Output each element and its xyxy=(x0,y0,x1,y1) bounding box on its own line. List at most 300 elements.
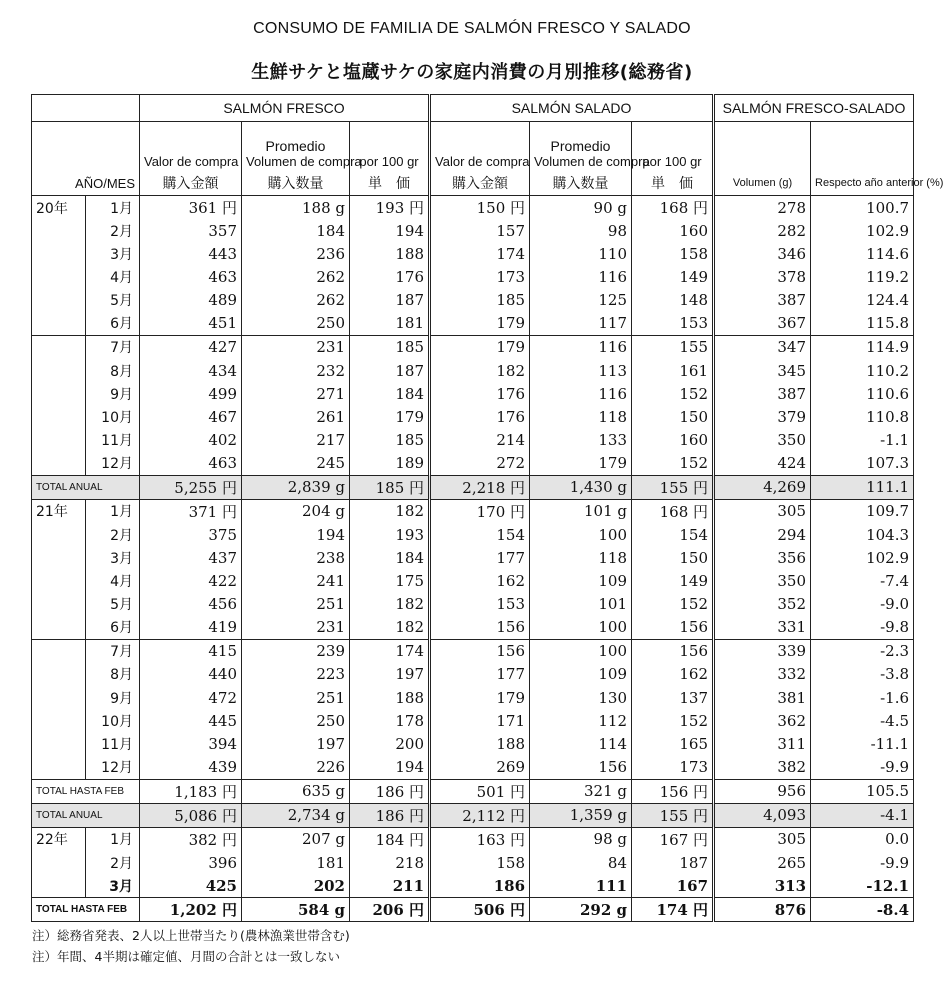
data-cell: 181 xyxy=(242,851,350,874)
table-row xyxy=(32,428,914,451)
year-cell xyxy=(32,592,86,615)
data-cell: 352 xyxy=(714,592,811,615)
month-cell: 11月 xyxy=(86,732,140,755)
data-cell: 149 xyxy=(632,265,714,288)
data-cell: 200 xyxy=(350,732,430,755)
header-jp-precio-salado: 単 価 xyxy=(632,171,714,196)
data-cell: 193 円 xyxy=(350,196,430,220)
sub-header-row xyxy=(32,122,914,172)
data-cell: 114.9 xyxy=(811,335,914,359)
year-cell xyxy=(32,289,86,312)
page-subtitle: 生鮮サケと塩蔵サケの家庭内消費の月別推移(総務省) xyxy=(251,62,693,83)
year-cell xyxy=(32,569,86,592)
data-cell: 361 円 xyxy=(140,196,242,220)
data-cell: 197 xyxy=(242,732,350,755)
data-cell: 217 xyxy=(242,428,350,451)
month-cell: 7月 xyxy=(86,335,140,359)
data-cell: 467 xyxy=(140,405,242,428)
data-cell: 167 円 xyxy=(632,827,714,851)
data-cell: 956 xyxy=(714,779,811,803)
data-cell: 116 xyxy=(530,382,632,405)
month-cell: 9月 xyxy=(86,686,140,709)
data-cell: 179 xyxy=(350,405,430,428)
data-cell: 2,734 g xyxy=(242,803,350,827)
data-cell: 437 xyxy=(140,546,242,569)
year-cell: 20年 xyxy=(32,196,86,220)
data-cell: 184 円 xyxy=(350,827,430,851)
row-label: TOTAL HASTA FEB xyxy=(32,898,140,922)
data-cell: 185 xyxy=(430,289,530,312)
month-cell: 3月 xyxy=(86,874,140,898)
data-cell: 109 xyxy=(530,663,632,686)
data-cell: 189 xyxy=(350,452,430,476)
data-cell: 434 xyxy=(140,359,242,382)
data-cell: 396 xyxy=(140,851,242,874)
table-row xyxy=(32,732,914,755)
table-row xyxy=(32,196,914,220)
data-cell: 5,086 円 xyxy=(140,803,242,827)
table-row xyxy=(32,523,914,546)
data-cell: 162 xyxy=(632,663,714,686)
salmon-consumption-table xyxy=(31,94,944,922)
data-cell: 182 xyxy=(430,359,530,382)
data-cell: 346 xyxy=(714,242,811,265)
table-row xyxy=(32,359,914,382)
table-row xyxy=(32,616,914,640)
data-cell: 185 xyxy=(350,428,430,451)
header-blank xyxy=(32,95,140,122)
data-cell: 188 xyxy=(430,732,530,755)
data-cell: 154 xyxy=(632,523,714,546)
data-cell: 181 xyxy=(350,312,430,336)
data-cell: 362 xyxy=(714,709,811,732)
table-row xyxy=(32,265,914,288)
month-cell: 2月 xyxy=(86,851,140,874)
data-cell: 1,183 円 xyxy=(140,779,242,803)
data-cell: 162 xyxy=(430,569,530,592)
data-cell: 367 xyxy=(714,312,811,336)
data-cell: -9.8 xyxy=(811,616,914,640)
data-cell: 311 xyxy=(714,732,811,755)
row-label: TOTAL ANUAL xyxy=(32,475,140,499)
data-cell: 100 xyxy=(530,523,632,546)
data-cell: 110.6 xyxy=(811,382,914,405)
data-cell: 439 xyxy=(140,755,242,779)
data-cell: 218 xyxy=(350,851,430,874)
header-promedio-fresco: Promedio xyxy=(265,138,326,154)
year-cell xyxy=(32,428,86,451)
month-cell: 1月 xyxy=(86,827,140,851)
data-cell: 110.8 xyxy=(811,405,914,428)
header-volumen-g: Volumen (g) xyxy=(714,171,811,196)
data-cell: 282 xyxy=(714,219,811,242)
data-cell: 101 g xyxy=(530,499,632,523)
data-cell: 186 円 xyxy=(350,779,430,803)
data-cell: 463 xyxy=(140,452,242,476)
data-cell: 402 xyxy=(140,428,242,451)
header-salmon-fresco: SALMÓN FRESCO xyxy=(140,95,430,122)
data-cell: 150 xyxy=(632,405,714,428)
data-cell: 381 xyxy=(714,686,811,709)
year-cell xyxy=(32,616,86,640)
year-cell xyxy=(32,639,86,663)
data-cell: 100 xyxy=(530,616,632,640)
data-cell: 214 xyxy=(430,428,530,451)
data-cell: 114 xyxy=(530,732,632,755)
data-cell: 456 xyxy=(140,592,242,615)
year-cell xyxy=(32,851,86,874)
data-cell: 185 xyxy=(350,335,430,359)
month-cell: 6月 xyxy=(86,616,140,640)
data-cell: 489 xyxy=(140,289,242,312)
year-cell xyxy=(32,732,86,755)
data-cell: 152 xyxy=(632,452,714,476)
data-cell: 204 g xyxy=(242,499,350,523)
table-body xyxy=(32,196,914,922)
sub-header-blank-2 xyxy=(714,122,811,172)
data-cell: 165 xyxy=(632,732,714,755)
data-cell: 187 xyxy=(350,289,430,312)
month-cell: 1月 xyxy=(86,499,140,523)
data-cell: 451 xyxy=(140,312,242,336)
data-cell: 173 xyxy=(430,265,530,288)
data-cell: -9.9 xyxy=(811,755,914,779)
month-cell: 6月 xyxy=(86,312,140,336)
data-cell: 161 xyxy=(632,359,714,382)
table-row xyxy=(32,851,914,874)
data-cell: 305 xyxy=(714,827,811,851)
data-cell: 179 xyxy=(430,312,530,336)
header-jp-volumen-salado: 購入数量 xyxy=(530,171,632,196)
header-valor-fresco: Valor de compra xyxy=(140,122,242,172)
data-cell: 153 xyxy=(430,592,530,615)
data-cell: 119.2 xyxy=(811,265,914,288)
data-cell: 269 xyxy=(430,755,530,779)
data-cell: -11.1 xyxy=(811,732,914,755)
data-cell: 5,255 円 xyxy=(140,475,242,499)
data-cell: -2.3 xyxy=(811,639,914,663)
data-cell: -8.4 xyxy=(811,898,914,922)
data-cell: 236 xyxy=(242,242,350,265)
data-cell: 356 xyxy=(714,546,811,569)
data-cell: 345 xyxy=(714,359,811,382)
data-cell: -1.6 xyxy=(811,686,914,709)
table-row xyxy=(32,219,914,242)
data-cell: 156 xyxy=(632,616,714,640)
data-cell: 250 xyxy=(242,312,350,336)
data-cell: 876 xyxy=(714,898,811,922)
month-cell: 7月 xyxy=(86,639,140,663)
data-cell: 130 xyxy=(530,686,632,709)
data-cell: 156 xyxy=(632,639,714,663)
data-cell: 445 xyxy=(140,709,242,732)
data-cell: 347 xyxy=(714,335,811,359)
year-cell xyxy=(32,312,86,336)
data-cell: 187 xyxy=(632,851,714,874)
data-cell: 226 xyxy=(242,755,350,779)
row-label: TOTAL HASTA FEB xyxy=(32,779,140,803)
data-cell: 171 xyxy=(430,709,530,732)
data-cell: 211 xyxy=(350,874,430,898)
month-cell: 8月 xyxy=(86,359,140,382)
data-cell: 4,093 xyxy=(714,803,811,827)
year-cell xyxy=(32,335,86,359)
data-cell: 115.8 xyxy=(811,312,914,336)
data-cell: 160 xyxy=(632,428,714,451)
month-cell: 9月 xyxy=(86,382,140,405)
data-cell: 425 xyxy=(140,874,242,898)
month-cell: 5月 xyxy=(86,289,140,312)
data-cell: 110 xyxy=(530,242,632,265)
year-cell xyxy=(32,265,86,288)
data-cell: -4.5 xyxy=(811,709,914,732)
data-cell: 313 xyxy=(714,874,811,898)
data-cell: 379 xyxy=(714,405,811,428)
data-cell: 231 xyxy=(242,335,350,359)
data-cell: 387 xyxy=(714,382,811,405)
data-cell: 100 xyxy=(530,639,632,663)
data-cell: 378 xyxy=(714,265,811,288)
data-cell: 1,430 g xyxy=(530,475,632,499)
year-cell xyxy=(32,709,86,732)
year-cell xyxy=(32,405,86,428)
data-cell: 167 xyxy=(632,874,714,898)
data-cell: 179 xyxy=(530,452,632,476)
data-cell: 187 xyxy=(350,359,430,382)
data-cell: 251 xyxy=(242,592,350,615)
data-cell: 415 xyxy=(140,639,242,663)
data-cell: 188 g xyxy=(242,196,350,220)
month-cell: 2月 xyxy=(86,219,140,242)
data-cell: 440 xyxy=(140,663,242,686)
data-cell: -12.1 xyxy=(811,874,914,898)
header-volumen-salado: Promedio Volumen de compra xyxy=(530,122,632,172)
data-cell: 168 円 xyxy=(632,196,714,220)
year-cell xyxy=(32,382,86,405)
month-cell: 8月 xyxy=(86,663,140,686)
data-cell: 188 xyxy=(350,686,430,709)
row-label: TOTAL ANUAL xyxy=(32,803,140,827)
year-cell xyxy=(32,523,86,546)
year-cell xyxy=(32,452,86,476)
month-cell: 5月 xyxy=(86,592,140,615)
data-cell: 90 g xyxy=(530,196,632,220)
footnotes xyxy=(32,925,350,967)
data-cell: 175 xyxy=(350,569,430,592)
data-cell: 207 g xyxy=(242,827,350,851)
month-cell: 12月 xyxy=(86,755,140,779)
data-cell: 107.3 xyxy=(811,452,914,476)
data-cell: 102.9 xyxy=(811,546,914,569)
data-cell: 305 xyxy=(714,499,811,523)
data-cell: 156 xyxy=(430,616,530,640)
data-cell: 177 xyxy=(430,663,530,686)
sub-header-blank-3 xyxy=(811,122,914,172)
table-row xyxy=(32,755,914,779)
data-cell: 109.7 xyxy=(811,499,914,523)
table-row xyxy=(32,335,914,359)
data-cell: 118 xyxy=(530,405,632,428)
data-cell: 238 xyxy=(242,546,350,569)
data-cell: 110.2 xyxy=(811,359,914,382)
header-por100-salado: por 100 gr xyxy=(632,122,714,172)
data-cell: 2,218 円 xyxy=(430,475,530,499)
data-cell: 419 xyxy=(140,616,242,640)
year-cell xyxy=(32,359,86,382)
data-cell: 116 xyxy=(530,265,632,288)
data-cell: 102.9 xyxy=(811,219,914,242)
data-cell: -1.1 xyxy=(811,428,914,451)
data-cell: 499 xyxy=(140,382,242,405)
data-cell: 427 xyxy=(140,335,242,359)
data-cell: 184 xyxy=(242,219,350,242)
data-cell: 232 xyxy=(242,359,350,382)
data-cell: 245 xyxy=(242,452,350,476)
data-cell: 109 xyxy=(530,569,632,592)
total-row xyxy=(32,898,914,922)
data-cell: 194 xyxy=(242,523,350,546)
data-cell: 272 xyxy=(430,452,530,476)
data-cell: 182 xyxy=(350,592,430,615)
data-cell: 156 xyxy=(530,755,632,779)
data-cell: 250 xyxy=(242,709,350,732)
data-cell: 154 xyxy=(430,523,530,546)
data-cell: 170 円 xyxy=(430,499,530,523)
table-row xyxy=(32,242,914,265)
data-cell: -9.9 xyxy=(811,851,914,874)
data-cell: 98 xyxy=(530,219,632,242)
data-cell: 443 xyxy=(140,242,242,265)
data-cell: 185 円 xyxy=(350,475,430,499)
data-cell: 158 xyxy=(632,242,714,265)
data-cell: 158 xyxy=(430,851,530,874)
data-cell: 153 xyxy=(632,312,714,336)
month-cell: 4月 xyxy=(86,265,140,288)
data-cell: 184 xyxy=(350,546,430,569)
month-cell: 2月 xyxy=(86,523,140,546)
data-cell: 148 xyxy=(632,289,714,312)
data-cell: 116 xyxy=(530,335,632,359)
total-row xyxy=(32,475,914,499)
data-cell: 179 xyxy=(430,686,530,709)
data-cell: 251 xyxy=(242,686,350,709)
data-cell: 111.1 xyxy=(811,475,914,499)
data-cell: 156 xyxy=(430,639,530,663)
data-cell: 635 g xyxy=(242,779,350,803)
data-cell: 321 g xyxy=(530,779,632,803)
header-salmon-fresco-salado: SALMÓN FRESCO-SALADO xyxy=(714,95,914,122)
page-title: CONSUMO DE FAMILIA DE SALMÓN FRESCO Y SALADO xyxy=(253,20,691,37)
data-cell: 152 xyxy=(632,709,714,732)
data-cell: 350 xyxy=(714,428,811,451)
data-cell: 262 xyxy=(242,289,350,312)
data-cell: 178 xyxy=(350,709,430,732)
data-cell: 2,112 円 xyxy=(430,803,530,827)
data-cell: -9.0 xyxy=(811,592,914,615)
data-cell: 4,269 xyxy=(714,475,811,499)
table-row xyxy=(32,452,914,476)
data-cell: 176 xyxy=(350,265,430,288)
data-cell: -3.8 xyxy=(811,663,914,686)
data-cell: 2,839 g xyxy=(242,475,350,499)
data-cell: -7.4 xyxy=(811,569,914,592)
data-cell: 382 xyxy=(714,755,811,779)
table-row xyxy=(32,827,914,851)
data-cell: 1,359 g xyxy=(530,803,632,827)
table-row xyxy=(32,874,914,898)
data-cell: 101 xyxy=(530,592,632,615)
header-salmon-salado: SALMÓN SALADO xyxy=(430,95,714,122)
data-cell: 118 xyxy=(530,546,632,569)
data-cell: 174 xyxy=(430,242,530,265)
data-cell: 339 xyxy=(714,639,811,663)
year-cell xyxy=(32,242,86,265)
data-cell: 113 xyxy=(530,359,632,382)
data-cell: 193 xyxy=(350,523,430,546)
footnote-1: 注）総務省発表、2人以上世帯当たり(農林漁業世帯含む) xyxy=(32,928,350,943)
data-cell: 261 xyxy=(242,405,350,428)
header-promedio-salado: Promedio xyxy=(550,138,611,154)
data-cell: 357 xyxy=(140,219,242,242)
table-row xyxy=(32,289,914,312)
data-cell: 168 円 xyxy=(632,499,714,523)
data-cell: 239 xyxy=(242,639,350,663)
table-row xyxy=(32,405,914,428)
data-cell: 84 xyxy=(530,851,632,874)
data-cell: 176 xyxy=(430,382,530,405)
data-cell: 133 xyxy=(530,428,632,451)
data-cell: 112 xyxy=(530,709,632,732)
data-cell: 506 円 xyxy=(430,898,530,922)
table-row xyxy=(32,686,914,709)
data-cell: 152 xyxy=(632,382,714,405)
data-cell: 149 xyxy=(632,569,714,592)
data-cell: 150 xyxy=(632,546,714,569)
data-cell: 294 xyxy=(714,523,811,546)
data-cell: 98 g xyxy=(530,827,632,851)
data-cell: 155 xyxy=(632,335,714,359)
month-cell: 3月 xyxy=(86,242,140,265)
year-cell xyxy=(32,874,86,898)
data-cell: 177 xyxy=(430,546,530,569)
data-cell: 173 xyxy=(632,755,714,779)
year-cell xyxy=(32,755,86,779)
data-cell: 105.5 xyxy=(811,779,914,803)
data-cell: 100.7 xyxy=(811,196,914,220)
data-cell: 206 円 xyxy=(350,898,430,922)
data-cell: 104.3 xyxy=(811,523,914,546)
data-cell: 160 xyxy=(632,219,714,242)
header-jp-volumen-fresco: 購入数量 xyxy=(242,171,350,196)
jp-header-row xyxy=(32,171,914,196)
data-cell: 1,202 円 xyxy=(140,898,242,922)
group-header-row xyxy=(32,95,914,122)
month-cell: 10月 xyxy=(86,405,140,428)
data-cell: 387 xyxy=(714,289,811,312)
data-cell: 155 円 xyxy=(632,475,714,499)
data-cell: 155 円 xyxy=(632,803,714,827)
month-cell: 1月 xyxy=(86,196,140,220)
table-row xyxy=(32,499,914,523)
data-cell: 150 円 xyxy=(430,196,530,220)
total-row xyxy=(32,803,914,827)
data-cell: -4.1 xyxy=(811,803,914,827)
data-cell: 152 xyxy=(632,592,714,615)
total-row xyxy=(32,779,914,803)
data-cell: 231 xyxy=(242,616,350,640)
data-cell: 350 xyxy=(714,569,811,592)
data-cell: 394 xyxy=(140,732,242,755)
